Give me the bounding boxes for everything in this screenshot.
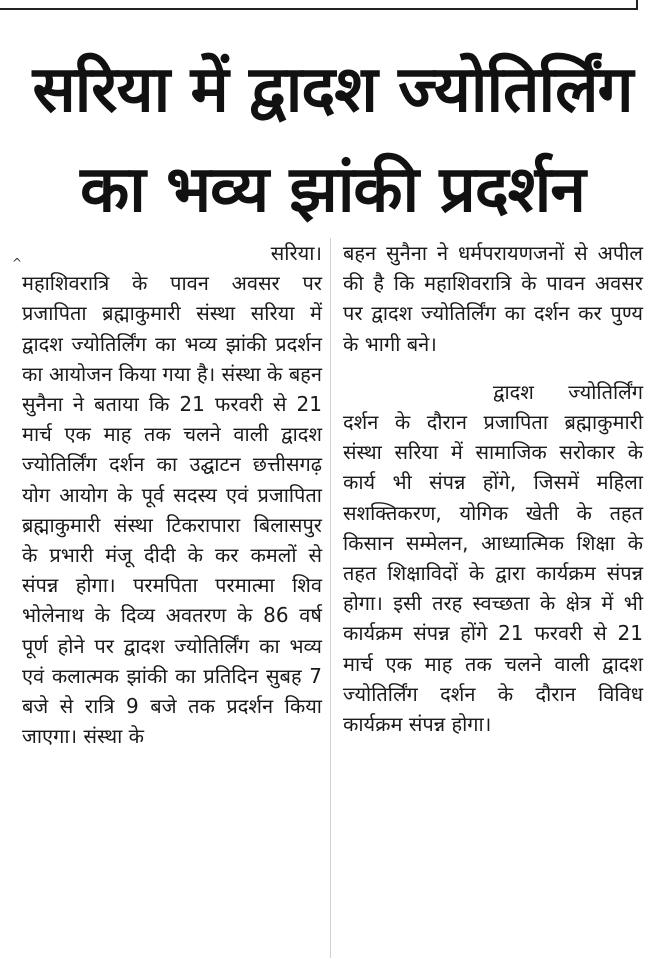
right-paragraph-1: बहन सुनैना ने धर्मपरायणजनों से अपील की है कि महाशिवरात्रि के पावन अवसर पर द्वादश ज्योतिर्लिंग का दर्शन कर पुण्य के भागी बने। xyxy=(343,241,643,356)
headline-line-2: का भव्य झांकी प्रदर्शन xyxy=(80,153,585,227)
headline xyxy=(0,40,665,240)
caret-mark-icon: ^ xyxy=(12,256,23,270)
right-paragraph-2: द्वादश ज्योतिर्लिंग दर्शन के दौरान प्रजापिता ब्रह्माकुमारी संस्था सरिया में सामाजिक सरोकार के कार्य भी संपन्न होंगे, जिसमें महिला सशक्तिकरण, योगिक खेती के तहत किसान सम्मेलन, आध्यात्मिक शिक्षा के तहत शिक्षाविदों के द्वारा कार्यक्रम संपन्न होगा। इसी तरह स्वच्छता के क्षेत्र में भी कार्यक्रम संपन्न होंगे 21 फरवरी से 21 मार्च एक माह तक चलने वाली द्वादश ज्योतिर्लिंग दर्शन के दौरान विविध कार्यक्रम संपन्न होगा। xyxy=(343,379,643,737)
dateline: सरिया। xyxy=(270,241,322,265)
paragraph-gap xyxy=(343,359,643,377)
left-column xyxy=(22,238,322,751)
left-paragraph: महाशिवरात्रि के पावन अवसर पर प्रजापिता ब्रह्माकुमारी संस्था सरिया में द्वादश ज्योतिर्लिंग का भव्य झांकी प्रदर्शन का आयोजन किया गया है। संस्था के बहन सुनैना ने बताया कि 21 फरवरी से 21 मार्च एक माह तक चलने वाली द्वादश ज्योतिर्लिंग दर्शन का उद्घाटन छत्तीसगढ़ योग आयोग के पूर्व सदस्य एवं प्रजापिता ब्रह्माकुमारी संस्था टिकरापारा बिलासपुर के प्रभारी मंजू दीदी के कर कमलों से संपन्न होगा। परमपिता परमात्मा शिव भोलेनाथ के दिव्य अवतरण के 86 वर्ष पूर्ण होने पर द्वादश ज्योतिर्लिंग का भव्य एवं कलात्मक झांकी का प्रतिदिन सुबह 7 बजे से रात्रि 9 बजे तक प्रदर्शन किया जाएगा। संस्था के xyxy=(22,271,322,749)
right-column xyxy=(343,238,643,739)
headline-line-1: सरिया में द्वादश ज्योतिर्लिंग xyxy=(32,53,633,127)
column-divider xyxy=(330,238,331,958)
top-frame-border xyxy=(0,0,638,10)
